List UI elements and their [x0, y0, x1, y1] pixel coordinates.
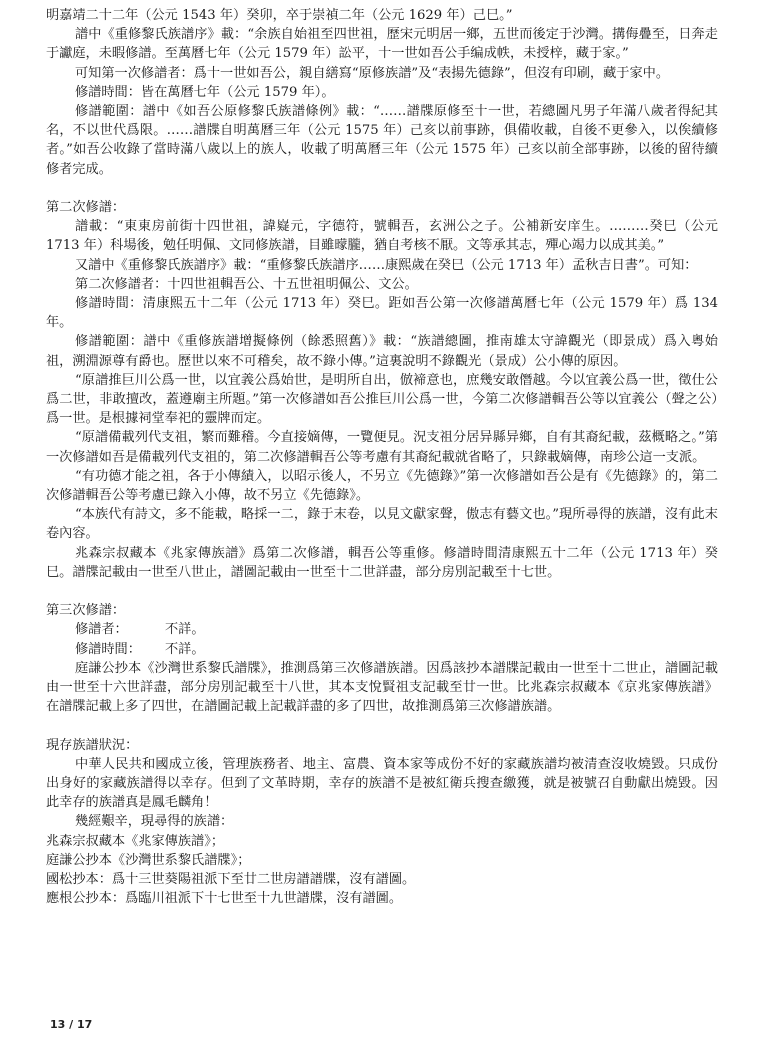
paragraph: “有功德才能之祖，各于小傳績入，以昭示後人，不另立《先德錄》”第一次修譜如吾公是有《先德錄》的，第二次修譜輯吾公等考慮已錄入小傳，故不另立《先德錄》。 — [46, 468, 718, 504]
paragraph: 中華人民共和國成立後，管理族務者、地主、富農、資本家等成份不好的家藏族譜均被清查沒收燒毀。只成份出身好的家藏族譜得以幸存。但到了文革時期，幸存的族譜不是被紅衛兵搜查繳獲，就是被號召自動獻出燒毀。因此幸存的族譜真是鳳毛麟角！ — [46, 756, 718, 811]
paragraph: 修譜範圍：譜中《如吾公原修黎氏族譜條例》載：“……譜牒原修至十一世，若總圖凡男子年滿八歲者得紀其名，不以世代爲限。……譜牒自明萬曆三年（公元 1575 年）己亥以前事跡，俱備收載，自後不更參入，以俟續修者。”如吾公收錄了當時滿八歲以上的族人，收載了明萬曆三年（公元 1575 年）己亥以前全部事跡，以後的留待續修者完成。 — [46, 104, 718, 177]
list-item: 兆森宗叔藏本《兆家傳族譜》； — [46, 833, 225, 849]
spacer — [46, 582, 718, 601]
document-body — [46, 6, 718, 909]
field-value: 不詳。 — [165, 622, 205, 638]
paragraph: 譜載：“東東房前街十四世祖，諱嶷元，字德符，號輯吾，玄洲公之子。公補新安庠生。………癸巳（公元 1713 年）科場後，勉任明佩、文同修族譜，目雖曚朧，猶自考核不厭。文等承其志，殫心竭力以成其美。” — [46, 219, 718, 254]
paragraph: 兆森宗叔藏本《兆家傳族譜》爲第二次修譜，輯吾公等重修。修譜時間清康熙五十二年（公元 1713 年）癸巳。譜牒記載由一世至八世止，譜圖記載由一世至十二世詳盡，部分房別記載至十七世。 — [46, 545, 718, 580]
field-row — [46, 640, 718, 659]
field-label: 修譜者： — [75, 622, 128, 638]
paragraph: 庭謙公抄本《沙灣世系黎氏譜牒》，推測爲第三次修譜族譜。因爲該抄本譜牒記載由一世至十二世止，譜圖記載由一世至十六世詳盡，部分房別記載至十八世，其本支悅賢祖支記載至廿一世。比兆森宗叔藏本《京兆家傳族譜》在譜牒記載上多了四世，在譜圖記載上記載詳盡的多了四世，故推測爲第三次修譜族譜。 — [46, 660, 718, 715]
paragraph: 又譜中《重修黎氏族譜序》載：“重修黎氏族譜序……康熙歲在癸巳（公元 1713 年）孟秋吉日書”。可知： — [75, 257, 698, 273]
section-heading: 第二次修譜： — [46, 200, 126, 216]
spacer — [46, 716, 718, 735]
list-item: 國松抄本：爲十三世葵陽祖派下至廿二世房譜譜牒，沒有譜圖。 — [46, 872, 416, 888]
paragraph: 譜中《重修黎氏族譜序》載：“余族自始祖至四世祖，歷宋元明居一鄉，五世而後定于沙灣。搆侮疊至，日奔走于讞庭，未暇修譜。至萬曆七年（公元 1579 年）訟平，十一世如吾公手编成帙，未授梓，藏于家。” — [46, 27, 718, 62]
section-heading: 現存族譜狀況： — [46, 737, 139, 753]
list-item: 應根公抄本：爲臨川祖派下十七世至十九世譜牒，沒有譜圖。 — [46, 891, 403, 907]
paragraph: “原譜備載列代支祖，繁而難稽。今直接嫡傳，一覽便見。況支祖分居异縣异鄉，自有其裔紀載，茲概略之。”第一次修譜如吾是備載列代支祖的，第二次修譜輯吾公等考慮有其裔紀載就省略了，只錄載嫡傳，南珍公這一支派。 — [46, 430, 718, 465]
field-row — [46, 620, 718, 639]
paragraph: 明嘉靖二十二年（公元 1543 年）癸卯，卒于崇禎二年（公元 1629 年）己巳。” — [46, 8, 513, 23]
section-heading: 第三次修譜： — [46, 603, 126, 619]
paragraph: 可知第一次修譜者：爲十一世如吾公，親自繕寫“原修族譜”及“表揚先德錄”，但沒有印刷，藏于家中。 — [75, 65, 670, 81]
page-number: 13 / 17 — [50, 1018, 93, 1031]
paragraph: 修譜時間：清康熙五十二年（公元 1713 年）癸巳。距如吾公第一次修譜萬曆七年（公元 1579 年）爲 134 年。 — [46, 296, 718, 331]
paragraph: 修譜時間：皆在萬曆七年（公元 1579 年）。 — [75, 84, 335, 100]
spacer — [46, 179, 718, 198]
list-item: 庭謙公抄本《沙灣世系黎氏譜牒》； — [46, 852, 251, 868]
field-label: 修譜時間： — [75, 641, 141, 657]
field-value: 不詳。 — [165, 641, 205, 657]
paragraph: 幾經艱辛，現尋得的族譜： — [75, 814, 234, 830]
paragraph: 修譜範圍：譜中《重修族譜增擬條例（餘悉照舊）》載：“族譜總圖，推南雄太守諱觀光（即景成）爲入粵始祖，溯淵源尊有爵也。歷世以來不可稽矣，故不錄小傳。”這裏說明不錄觀光（景成）公小傳的原因。 — [46, 334, 718, 369]
paragraph: “本族代有詩文，多不能載，略採一二，錄于末卷，以見文獻家聲，傲志有藝文也。”現所尋得的族譜，沒有此末卷內容。 — [46, 507, 718, 542]
paragraph: 第二次修譜者：十四世祖輯吾公、十五世祖明佩公、文公。 — [75, 276, 418, 292]
paragraph: “原譜推巨川公爲一世，以宜義公爲始世，是明所自出，倣褅意也，庶幾安敢僭越。今以宜義公爲一世，徵仕公爲二世，非敢擅改，蓋遵廟主所題。”第一次修譜如吾公推巨川公爲一世，今第二次修譜輯吾公等以宜義公（聲之公）爲一世。是根據祠堂奉祀的靈牌而定。 — [46, 372, 718, 427]
